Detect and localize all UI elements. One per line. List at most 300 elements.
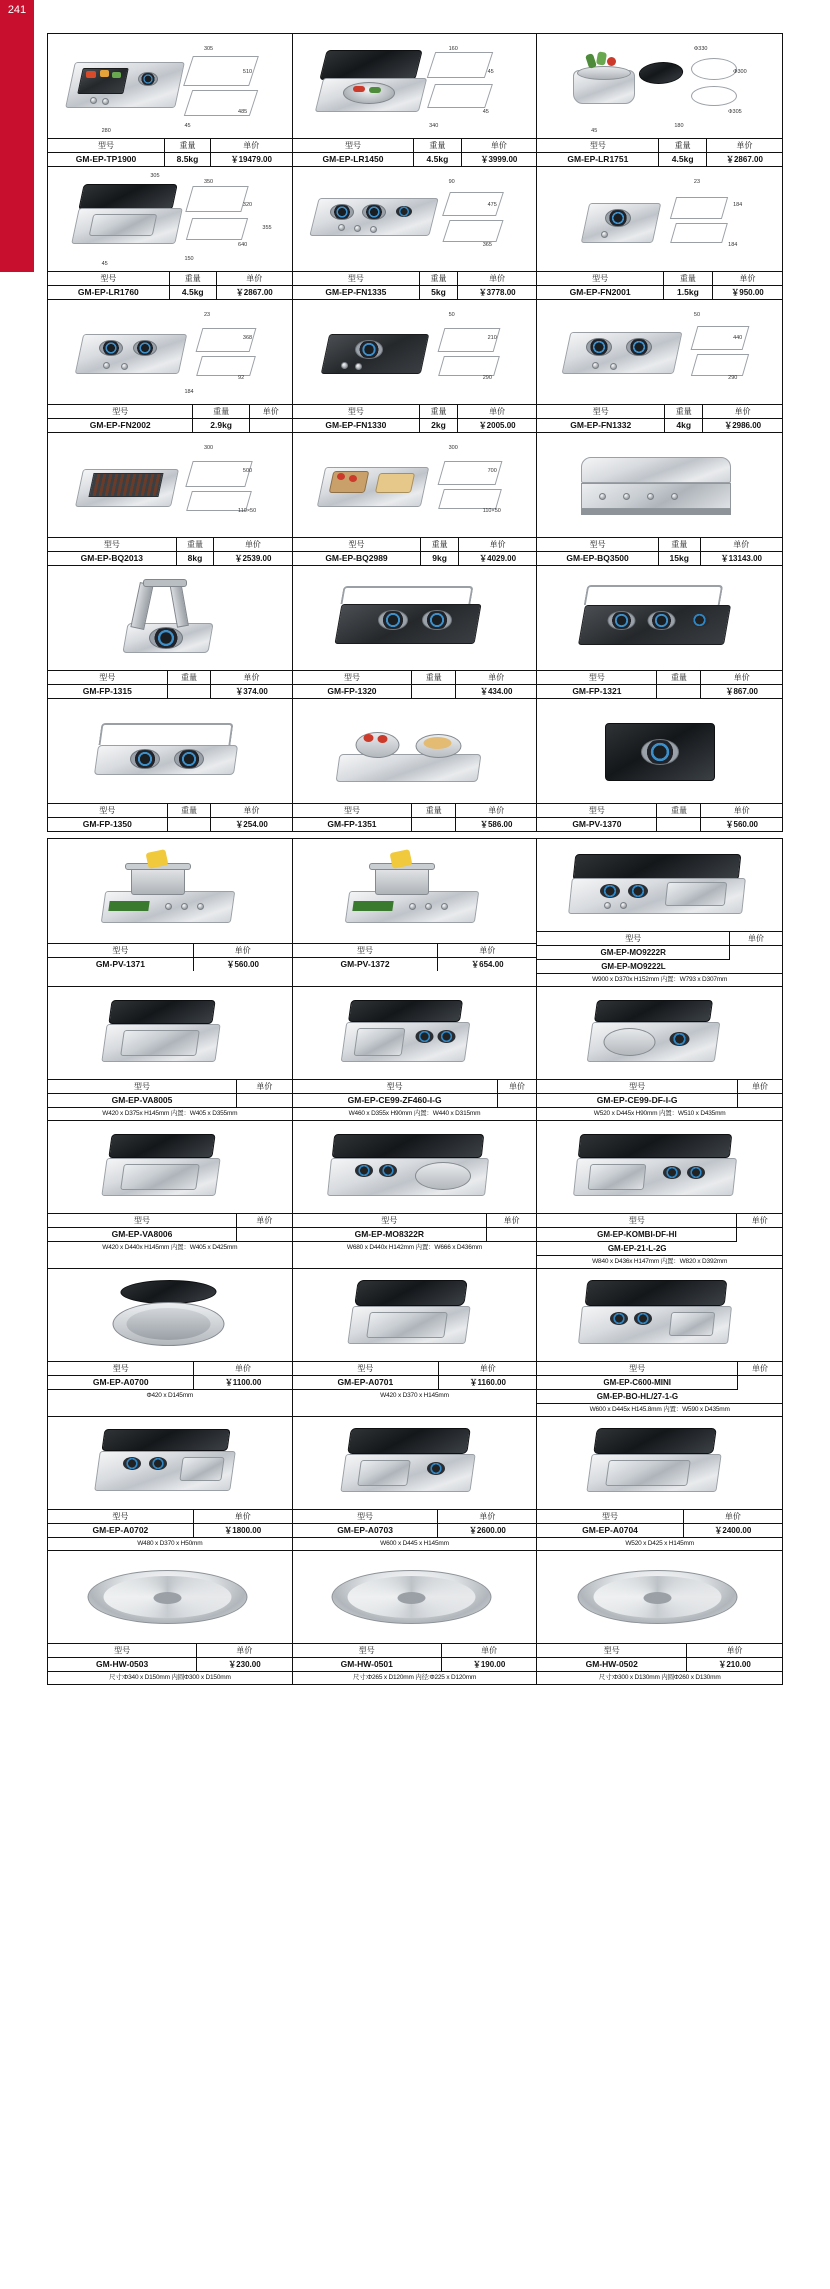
product-cell — [48, 1551, 293, 1684]
product-cell — [293, 433, 538, 566]
model-value: GM-HW-0502 — [537, 1658, 686, 1672]
product-cell — [537, 1121, 782, 1269]
model-value: GM-EP-CE99-ZF460-I-G — [293, 1094, 497, 1108]
spec-table — [48, 1643, 292, 1684]
model-value: GM-PV-1370 — [537, 818, 657, 832]
product-cell — [537, 839, 782, 987]
spec-table — [48, 1509, 292, 1550]
header-price: 单价 — [193, 944, 291, 958]
product-image — [48, 1417, 292, 1509]
header-model: 型号 — [293, 1510, 438, 1524]
header-model: 型号 — [537, 405, 664, 419]
dimension-label: 368 — [242, 335, 253, 342]
product-cell — [537, 300, 782, 433]
header-model: 型号 — [537, 804, 657, 818]
page-number-tab — [0, 0, 34, 272]
product-cell — [537, 1551, 782, 1684]
product-image — [537, 300, 782, 404]
size-value: W520 x D425 x H145mm — [537, 1538, 782, 1551]
dimension-label: 45 — [184, 123, 191, 130]
size-value: W600 x D445 x H145mm — [293, 1538, 537, 1551]
weight-value — [167, 685, 211, 699]
header-model: 型号 — [48, 1510, 193, 1524]
model-value-alt: GM-EP-21-L-2G — [537, 1242, 737, 1256]
price-value: ￥867.00 — [701, 685, 782, 699]
product-image — [48, 987, 292, 1079]
model-value: GM-FP-1320 — [293, 685, 412, 699]
model-value: GM-EP-A0702 — [48, 1524, 193, 1538]
product-image — [537, 1121, 782, 1213]
header-weight: 重量 — [659, 139, 706, 153]
product-cell — [293, 1269, 538, 1417]
price-value: ￥560.00 — [701, 818, 782, 832]
product-image — [293, 300, 537, 404]
header-price: 单价 — [738, 1080, 783, 1094]
spec-table — [293, 1509, 537, 1550]
size-value: Φ420 x D145mm — [48, 1390, 292, 1403]
header-weight: 重量 — [658, 538, 700, 552]
header-price: 单价 — [197, 1644, 292, 1658]
price-value: ￥2867.00 — [706, 153, 782, 167]
model-value: GM-PV-1372 — [293, 958, 438, 972]
weight-value: 9kg — [421, 552, 459, 566]
header-model: 型号 — [48, 405, 193, 419]
spec-table — [48, 537, 292, 565]
product-image — [48, 1269, 292, 1361]
product-cell — [537, 433, 782, 566]
model-value: GM-EP-BQ2013 — [48, 552, 176, 566]
spec-table — [48, 271, 292, 299]
model-value: GM-EP-CE99-DF-I-G — [537, 1094, 737, 1108]
dimension-label: 485 — [238, 108, 248, 115]
product-image — [48, 566, 292, 670]
product-image — [293, 566, 537, 670]
spec-table — [293, 1079, 537, 1120]
spec-table — [537, 1643, 782, 1684]
header-weight: 重量 — [412, 804, 456, 818]
product-cell — [48, 699, 293, 831]
header-model: 型号 — [293, 944, 438, 958]
dimension-label: 184 — [184, 389, 194, 396]
page-number: 241 — [7, 4, 27, 16]
model-value: GM-EP-A0700 — [48, 1376, 194, 1390]
dimension-label: 45 — [482, 108, 489, 115]
header-price: 单价 — [457, 405, 536, 419]
header-price: 单价 — [701, 804, 782, 818]
product-cell — [48, 1269, 293, 1417]
price-value: ￥1800.00 — [193, 1524, 291, 1538]
header-model: 型号 — [537, 1644, 686, 1658]
header-weight: 重量 — [420, 405, 458, 419]
price-value: ￥374.00 — [211, 685, 292, 699]
price-value: ￥2600.00 — [438, 1524, 536, 1538]
header-model: 型号 — [293, 1214, 487, 1228]
header-price: 单价 — [438, 944, 536, 958]
dimension-label: 305 — [150, 173, 160, 180]
model-value: GM-EP-BQ2989 — [293, 552, 421, 566]
header-model: 型号 — [537, 1362, 737, 1376]
model-value: GM-EP-FN1330 — [293, 419, 420, 433]
weight-value: 5kg — [420, 286, 458, 300]
product-image — [537, 839, 782, 931]
model-value: GM-HW-0503 — [48, 1658, 197, 1672]
product-cell — [293, 566, 538, 699]
weight-value: 8.5kg — [165, 153, 211, 167]
header-price: 单价 — [701, 671, 782, 685]
model-value: GM-FP-1350 — [48, 818, 167, 832]
weight-value: 2.9kg — [193, 419, 250, 433]
header-weight: 重量 — [663, 272, 712, 286]
product-cell — [293, 699, 538, 831]
dimension-label: 350 — [203, 179, 214, 186]
header-price: 单价 — [497, 1080, 536, 1094]
weight-value — [412, 685, 456, 699]
product-cell — [48, 839, 293, 987]
header-model: 型号 — [48, 944, 193, 958]
dimension-label: 340 — [429, 123, 439, 130]
product-cell — [48, 1417, 293, 1551]
spec-table — [48, 1079, 292, 1120]
price-value — [249, 419, 291, 433]
product-image — [293, 699, 537, 803]
spec-table — [48, 670, 292, 698]
spec-table — [48, 943, 292, 971]
dimension-label: 440 — [733, 335, 743, 342]
header-weight: 重量 — [193, 405, 250, 419]
size-value: W420 x D370 x H145mm — [293, 1390, 537, 1403]
spec-table — [537, 138, 782, 166]
weight-value — [412, 818, 456, 832]
spec-table — [293, 271, 537, 299]
header-price: 单价 — [461, 139, 536, 153]
price-value: ￥586.00 — [456, 818, 537, 832]
spec-table — [537, 1509, 782, 1550]
dimension-label: 355 — [262, 225, 272, 232]
header-weight: 重量 — [167, 804, 211, 818]
spec-table — [537, 1361, 782, 1416]
header-price: 单价 — [438, 1510, 536, 1524]
price-value: ￥210.00 — [687, 1658, 782, 1672]
dimension-label: 305 — [203, 46, 214, 53]
product-image — [537, 987, 782, 1079]
model-value-alt: GM-EP-BO-HL/27-1-G — [537, 1390, 737, 1404]
product-image — [293, 1121, 537, 1213]
dimension-label: 500 — [242, 468, 253, 475]
dimension-label: 45 — [487, 69, 494, 76]
header-price: 单价 — [211, 804, 292, 818]
model-value-alt: GM-EP-MO9222L — [537, 960, 729, 974]
product-image — [48, 1121, 292, 1213]
product-cell — [48, 566, 293, 699]
product-image — [48, 34, 292, 138]
price-value: ￥4029.00 — [458, 552, 536, 566]
price-value: ￥950.00 — [713, 286, 783, 300]
dimension-label: 290 — [482, 374, 492, 381]
header-price: 单价 — [214, 538, 292, 552]
product-cell — [293, 34, 538, 167]
header-model: 型号 — [293, 804, 412, 818]
product-image — [293, 433, 537, 537]
spec-table — [48, 138, 292, 166]
weight-value: 4kg — [665, 419, 703, 433]
dimension-label: 23 — [203, 312, 211, 319]
product-cell — [293, 1417, 538, 1551]
header-model: 型号 — [48, 538, 176, 552]
dimension-label: 300 — [448, 445, 458, 452]
product-cell — [293, 1121, 538, 1269]
header-weight: 重量 — [414, 139, 461, 153]
header-weight: 重量 — [176, 538, 214, 552]
header-model: 型号 — [293, 538, 421, 552]
header-price: 单价 — [738, 1362, 782, 1376]
dimension-label: 365 — [482, 241, 492, 248]
dimension-label: 290 — [728, 374, 738, 381]
header-model: 型号 — [537, 272, 663, 286]
header-price: 单价 — [458, 538, 536, 552]
product-cell — [48, 433, 293, 566]
product-image — [537, 1417, 782, 1509]
price-value — [497, 1094, 536, 1108]
dimension-label: 110×50 — [238, 507, 257, 514]
price-value — [730, 946, 782, 974]
model-value: GM-EP-LR1751 — [537, 153, 659, 167]
header-price: 单价 — [216, 272, 291, 286]
product-sheet-1 — [47, 33, 783, 832]
spec-table — [293, 670, 537, 698]
header-model: 型号 — [48, 671, 167, 685]
product-cell — [537, 566, 782, 699]
model-value: GM-EP-A0701 — [293, 1376, 439, 1390]
header-weight: 重量 — [412, 671, 456, 685]
header-price: 单价 — [439, 1362, 537, 1376]
dimension-label: Φ305 — [728, 108, 742, 115]
product-cell — [48, 300, 293, 433]
product-image — [48, 300, 292, 404]
weight-value — [657, 818, 701, 832]
product-image — [537, 1551, 782, 1643]
price-value — [237, 1228, 292, 1242]
header-price: 单价 — [706, 139, 782, 153]
dimension-label: 475 — [487, 202, 497, 209]
header-weight: 重量 — [657, 804, 701, 818]
price-value — [737, 1228, 782, 1256]
spec-table — [293, 537, 537, 565]
model-value: GM-EP-BQ3500 — [537, 552, 658, 566]
header-price: 单价 — [211, 671, 292, 685]
weight-value: 8kg — [176, 552, 214, 566]
price-value — [738, 1376, 782, 1404]
model-value: GM-EP-VA8005 — [48, 1094, 237, 1108]
header-price: 单价 — [441, 1644, 536, 1658]
model-value: GM-EP-FN2002 — [48, 419, 193, 433]
spec-table — [537, 404, 782, 432]
size-value: W840 x D436x H147mm 内置：W820 x D392mm — [537, 1256, 782, 1269]
header-price: 单价 — [249, 405, 291, 419]
dimension-label: 160 — [448, 46, 458, 53]
dimension-label: 150 — [184, 256, 194, 263]
dimension-label: 45 — [101, 260, 108, 267]
dimension-label: Φ330 — [693, 46, 708, 53]
product-image — [293, 1551, 537, 1643]
price-value: ￥3999.00 — [461, 153, 536, 167]
dimension-label: 300 — [203, 445, 214, 452]
spec-table — [537, 931, 782, 986]
header-model: 型号 — [48, 1080, 237, 1094]
header-model: 型号 — [48, 804, 167, 818]
model-value: GM-HW-0501 — [293, 1658, 442, 1672]
product-image — [537, 167, 782, 271]
model-value: GM-EP-A0703 — [293, 1524, 438, 1538]
size-value: W520 x D445x H90mm 内置：W510 x D435mm — [537, 1108, 782, 1121]
spec-table — [537, 271, 782, 299]
weight-value: 4.5kg — [169, 286, 216, 300]
price-value: ￥13143.00 — [700, 552, 782, 566]
product-cell — [293, 300, 538, 433]
header-price: 单价 — [713, 272, 783, 286]
size-value: W480 x D370 x H50mm — [48, 1538, 292, 1551]
header-price: 单价 — [210, 139, 291, 153]
header-price: 单价 — [683, 1510, 782, 1524]
product-cell — [537, 987, 782, 1121]
price-value: ￥230.00 — [197, 1658, 292, 1672]
header-price: 单价 — [193, 1510, 291, 1524]
price-value — [486, 1228, 536, 1242]
dimension-label: 45 — [591, 127, 598, 134]
product-cell — [48, 167, 293, 300]
header-weight: 重量 — [665, 405, 703, 419]
header-price: 单价 — [456, 671, 537, 685]
spec-table — [293, 404, 537, 432]
price-value: ￥3778.00 — [457, 286, 536, 300]
price-value: ￥2867.00 — [216, 286, 291, 300]
size-value: W460 x D355x H90mm 内置：W440 x D315mm — [293, 1108, 537, 1121]
header-weight: 重量 — [165, 139, 211, 153]
dimension-label: 210 — [487, 335, 497, 342]
price-value: ￥2539.00 — [214, 552, 292, 566]
dimension-label: 184 — [733, 202, 743, 209]
header-price: 单价 — [703, 405, 782, 419]
dimension-label: 700 — [487, 468, 497, 475]
size-value: W420 x D375x H145mm 内置：W405 x D355mm — [48, 1108, 292, 1121]
model-value: GM-FP-1321 — [537, 685, 657, 699]
spec-table — [537, 803, 782, 831]
header-model: 型号 — [537, 139, 659, 153]
header-model: 型号 — [48, 1362, 194, 1376]
dimension-label: 640 — [238, 241, 248, 248]
product-image — [537, 566, 782, 670]
product-cell — [537, 1269, 782, 1417]
product-image — [537, 433, 782, 537]
dimension-label: 184 — [728, 241, 738, 248]
header-model: 型号 — [48, 139, 165, 153]
header-model: 型号 — [48, 1214, 237, 1228]
product-cell — [537, 167, 782, 300]
dimension-label: 320 — [242, 202, 253, 209]
dimension-label: 510 — [242, 69, 253, 76]
header-model: 型号 — [293, 1362, 439, 1376]
model-value: GM-EP-A0704 — [537, 1524, 683, 1538]
header-price: 单价 — [457, 272, 536, 286]
model-value: GM-EP-LR1760 — [48, 286, 169, 300]
weight-value — [657, 685, 701, 699]
price-value — [237, 1094, 292, 1108]
model-value: GM-FP-1351 — [293, 818, 412, 832]
spec-table — [293, 138, 537, 166]
header-weight: 重量 — [421, 538, 459, 552]
spec-table — [48, 1213, 292, 1254]
weight-value: 15kg — [658, 552, 700, 566]
header-weight: 重量 — [420, 272, 458, 286]
price-value: ￥1160.00 — [439, 1376, 537, 1390]
header-model: 型号 — [537, 1080, 737, 1094]
size-value: 尺寸:Φ340 x D150mm 内圆Φ300 x D150mm — [48, 1672, 292, 1685]
weight-value: 1.5kg — [663, 286, 712, 300]
product-cell — [293, 987, 538, 1121]
header-weight: 重量 — [169, 272, 216, 286]
header-model: 型号 — [537, 1214, 737, 1228]
product-image — [537, 34, 782, 138]
dimension-label: 180 — [674, 123, 684, 130]
model-value: GM-EP-KOMBI-DF-HI — [537, 1228, 737, 1242]
spec-table — [537, 1213, 782, 1268]
dimension-label: 50 — [448, 312, 455, 319]
dimension-label: 23 — [693, 179, 701, 186]
model-value: GM-EP-FN1335 — [293, 286, 420, 300]
price-value — [738, 1094, 783, 1108]
size-value: W680 x D440x H142mm 内置：W666 x D436mm — [293, 1242, 537, 1255]
price-value: ￥254.00 — [211, 818, 292, 832]
price-value: ￥654.00 — [438, 958, 536, 972]
header-model: 型号 — [293, 1644, 442, 1658]
product-image — [293, 167, 537, 271]
header-weight: 重量 — [167, 671, 211, 685]
product-image — [48, 1551, 292, 1643]
header-model: 型号 — [293, 272, 420, 286]
spec-table — [293, 803, 537, 831]
price-value: ￥190.00 — [441, 1658, 536, 1672]
product-cell — [48, 34, 293, 167]
product-image — [48, 433, 292, 537]
product-image — [293, 1417, 537, 1509]
model-value: GM-EP-MO9222R — [537, 946, 729, 960]
header-model: 型号 — [48, 1644, 197, 1658]
product-cell — [293, 167, 538, 300]
model-value: GM-EP-MO8322R — [293, 1228, 487, 1242]
price-value: ￥434.00 — [456, 685, 537, 699]
product-image — [48, 699, 292, 803]
product-cell — [537, 1417, 782, 1551]
product-image — [293, 987, 537, 1079]
size-value: W420 x D440x H145mm 内置：W405 x D425mm — [48, 1242, 292, 1255]
header-model: 型号 — [293, 139, 414, 153]
price-value: ￥2005.00 — [457, 419, 536, 433]
product-image — [537, 699, 782, 803]
product-cell — [48, 987, 293, 1121]
weight-value: 2kg — [420, 419, 458, 433]
header-price: 单价 — [237, 1214, 292, 1228]
header-model: 型号 — [537, 1510, 683, 1524]
product-image — [48, 167, 292, 271]
spec-table — [48, 803, 292, 831]
header-model: 型号 — [293, 405, 420, 419]
dimension-label: Φ300 — [733, 69, 747, 76]
size-value: W900 x D370x H152mm 内置：W793 x D307mm — [537, 974, 782, 987]
weight-value: 4.5kg — [659, 153, 706, 167]
spec-table — [293, 1213, 537, 1254]
price-value: ￥1100.00 — [194, 1376, 292, 1390]
product-image — [293, 1269, 537, 1361]
size-value: W600 x D445x H145.8mm 内置：W590 x D435mm — [537, 1404, 782, 1417]
